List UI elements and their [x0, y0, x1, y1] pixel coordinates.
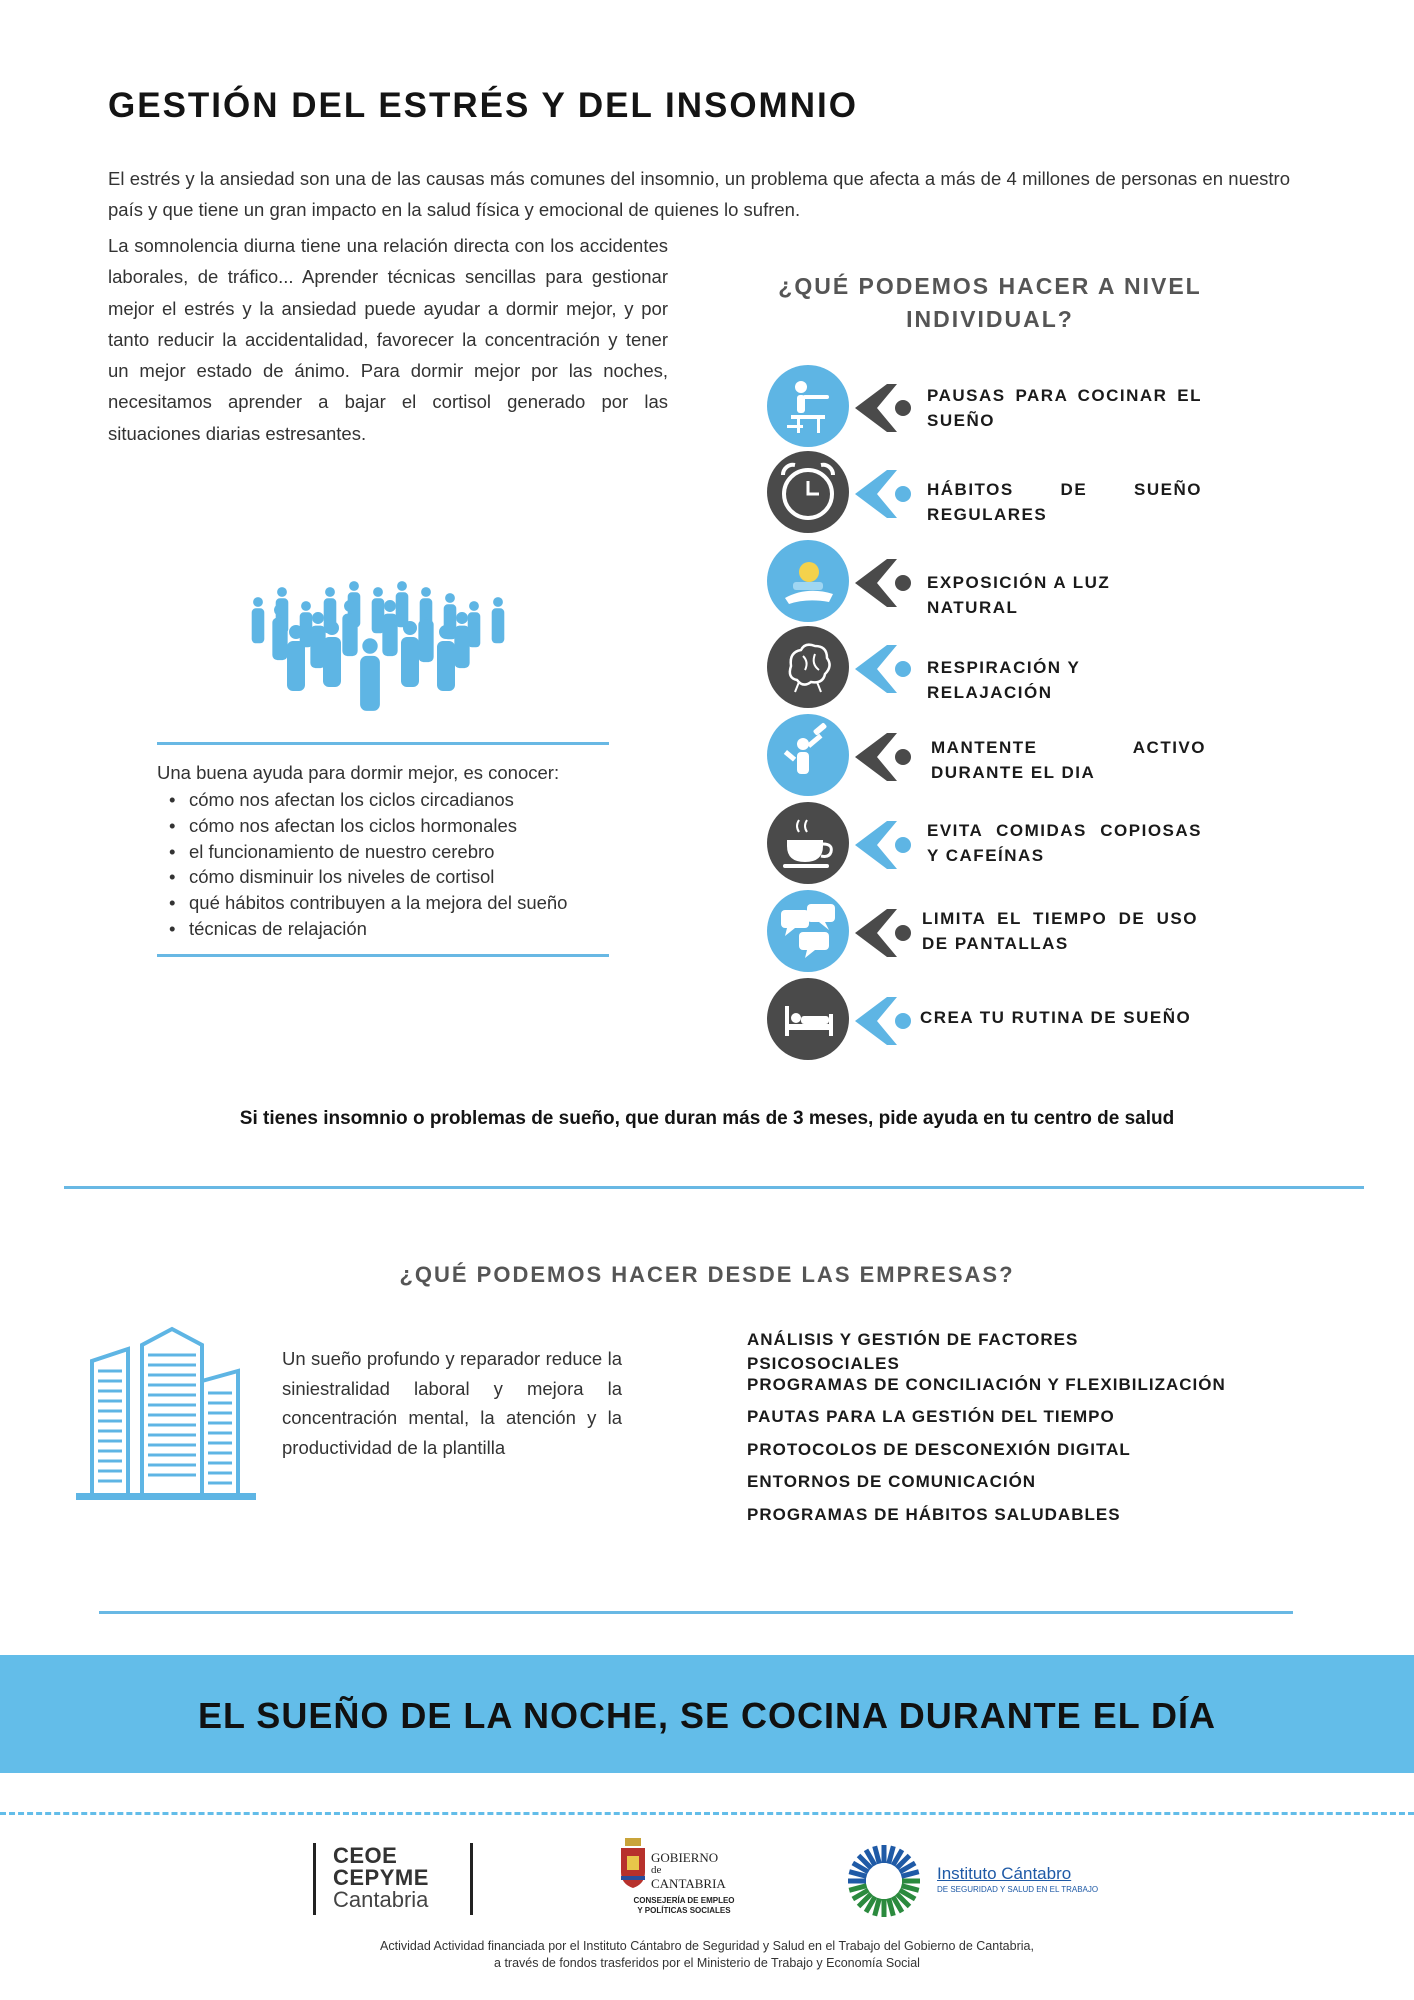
tip-label: EVITA COMIDAS COPIOSAS Y CAFEÍNAS — [927, 821, 1202, 865]
arrow-left-icon — [855, 993, 915, 1049]
list-item: ANÁLISIS Y GESTIÓN DE FACTORES — [747, 1330, 1079, 1349]
arrow-left-icon — [855, 555, 915, 611]
tip-label: EXPOSICIÓN A LUZ NATURAL — [927, 573, 1111, 617]
footer-line: a través de fondos trasferidos por el Ministerio de Trabajo y Economía Social — [494, 1956, 920, 1970]
list-item: PSICOSOCIALES — [747, 1354, 900, 1373]
insomnia-note: Si tienes insomnio o problemas de sueño, que duran más de 3 meses, pide ayuda en tu centro de salud — [239, 1108, 1175, 1129]
logo-text: DE SEGURIDAD Y SALUD EN EL TRABAJO — [937, 1885, 1099, 1894]
tip-label: MANTENTE ACTIVO DURANTE EL DIA — [931, 738, 1206, 782]
logo-text: CANTABRIA — [651, 1876, 726, 1891]
list-item: ENTORNOS DE COMUNICACIÓN — [747, 1472, 1037, 1491]
bed-icon — [767, 978, 849, 1060]
tip-label: CREA TU RUTINA DE SUEÑO — [920, 1008, 1192, 1027]
logo-text: Instituto Cántabro — [937, 1864, 1072, 1883]
section-divider — [99, 1611, 1293, 1614]
list-item: PROTOCOLOS DE DESCONEXIÓN DIGITAL — [747, 1440, 1131, 1459]
footer-credits — [0, 1938, 1414, 1972]
coat-of-arms-icon — [619, 1838, 647, 1890]
instituto-mark-icon — [845, 1842, 923, 1920]
ceoe-cepyme-logo — [313, 1843, 473, 1915]
arrow-left-icon — [855, 466, 915, 522]
logo-text: CEOE — [333, 1843, 398, 1868]
section-divider — [64, 1186, 1364, 1189]
sun-in-hand-icon — [767, 540, 849, 622]
crowd-icon — [240, 562, 520, 732]
list-item: • qué hábitos contribuyen a la mejora del sueño — [157, 890, 567, 916]
arrow-left-icon — [855, 905, 915, 961]
alarm-clock-icon — [767, 451, 849, 533]
list-item: • cómo disminuir los niveles de cortisol — [157, 864, 567, 890]
drowsiness-paragraph: La somnolencia diurna tiene una relación directa con los accidentes laborales, de tráfico... Aprender técnicas sencillas para gestionar mejor el estrés y la ansiedad puede ayudar a dormir mejor, y por tanto reducir la accidentalidad, favorecer la concentración y tener un mejor estado de ánimo. Para dormir mejor por las noches, necesitamos aprender a bajar el cortisol generado por las situaciones diarias estresantes. — [108, 235, 668, 444]
page-title: GESTIÓN DEL ESTRÉS Y DEL INSOMNIO — [108, 86, 858, 125]
help-list — [157, 787, 567, 942]
logo-text: GOBIERNO — [651, 1850, 719, 1865]
tip-label: RESPIRACIÓN Y RELAJACIÓN — [927, 658, 1081, 702]
divider-top — [157, 742, 609, 745]
logo-text: CEPYME — [333, 1865, 429, 1890]
footer-line: Actividad Actividad financiada por el Instituto Cántabro de Seguridad y Salud en el Trabajo del Gobierno de Cantabria, — [380, 1939, 1034, 1953]
individual-heading: ¿QUÉ PODEMOS HACER A NIVEL INDIVIDUAL? — [778, 273, 1202, 332]
tip-label: LIMITA EL TIEMPO DE USO DE PANTALLAS — [922, 909, 1198, 953]
help-intro: Una buena ayuda para dormir mejor, es conocer: — [157, 762, 560, 783]
list-item: • técnicas de relajación — [157, 916, 567, 942]
coffee-cup-icon — [767, 802, 849, 884]
banner-text: EL SUEÑO DE LA NOCHE, SE COCINA DURANTE EL DÍA — [197, 1695, 1217, 1736]
dumbbell-exercise-icon — [767, 714, 849, 796]
arrow-left-icon — [855, 380, 915, 436]
arrow-left-icon — [855, 817, 915, 873]
dashed-divider — [0, 1812, 1414, 1815]
tip-label: PAUSAS PARA COCINAR EL SUEÑO — [927, 386, 1202, 430]
arrow-left-icon — [855, 729, 915, 785]
desk-stretch-icon — [767, 365, 849, 447]
divider-bottom — [157, 954, 609, 957]
instituto-cantabro-logo — [845, 1842, 1099, 1920]
list-item: PAUTAS PARA LA GESTIÓN DEL TIEMPO — [747, 1407, 1115, 1426]
list-item: PROGRAMAS DE HÁBITOS SALUDABLES — [747, 1505, 1121, 1524]
arrow-left-icon — [855, 641, 915, 697]
intro-paragraph: El estrés y la ansiedad son una de las causas más comunes del insomnio, un problema que afecta a más de 4 millones de personas en nuestro país y que tiene un gran impacto en la salud física y emocional de quienes lo sufren. — [108, 168, 1290, 220]
list-item: • cómo nos afectan los ciclos circadianos — [157, 787, 567, 813]
companies-heading: ¿QUÉ PODEMOS HACER DESDE LAS EMPRESAS? — [399, 1262, 1015, 1287]
brain-icon — [767, 626, 849, 708]
logo-text: CONSEJERÍA DE EMPLEO Y POLÍTICAS SOCIALES — [633, 1896, 735, 1915]
gobierno-cantabria-logo — [615, 1836, 745, 1916]
list-item: PROGRAMAS DE CONCILIACIÓN Y FLEXIBILIZACIÓN — [747, 1375, 1226, 1394]
list-item: • cómo nos afectan los ciclos hormonales — [157, 813, 567, 839]
tip-label: HÁBITOS DE SUEÑO REGULARES — [927, 480, 1202, 524]
buildings-icon — [74, 1325, 259, 1505]
list-item: • el funcionamiento de nuestro cerebro — [157, 839, 567, 865]
logo-text: Cantabria — [333, 1887, 429, 1912]
logo-text: de — [651, 1864, 662, 1876]
companies-text: Un sueño profundo y reparador reduce la siniestralidad laboral y mejora la concentración mental, la atención y la productividad de la plantilla — [282, 1348, 622, 1458]
chat-bubbles-icon — [767, 890, 849, 972]
